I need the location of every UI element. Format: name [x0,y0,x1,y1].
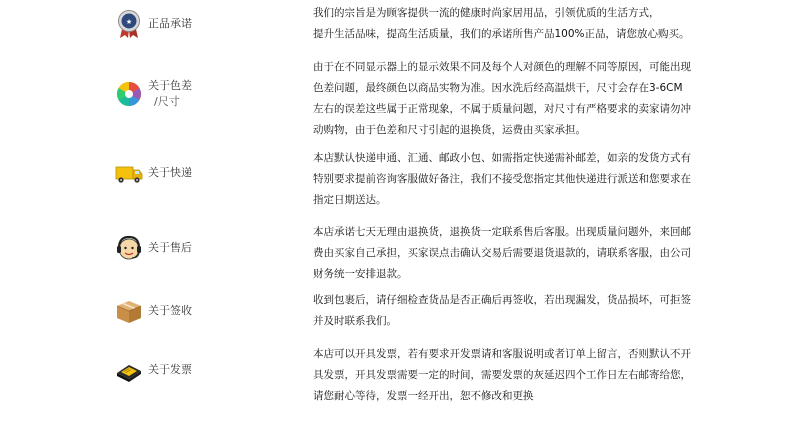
label-genuine [114,9,202,39]
parcel-box-icon [114,296,144,326]
svg-text:★: ★ [125,18,133,26]
delivery-truck-icon [114,158,144,188]
paragraph-receipt: 收到包裹后，请仔细检查货品是否正确后再签收，若出现漏发，货品损坏，可拒签 并及时联系我们。 [313,294,691,327]
label-text-genuine: 正品承诺 [148,17,192,30]
paragraph-invoice: 本店可以开具发票，若有要求开发票请和客服说明或者订单上留言，否则默认不开 具发票，开具发票需要一定的时间，需要发票的灰延迟四个工作日左右邮寄给您， 请您耐心等待，发票一经开出，恕不修改和更换 [313,348,691,402]
label-color-size [114,78,202,110]
paragraph-delivery: 本店默认快递申通、汇通、邮政小包、如需指定快递需补邮差，如亲的发货方式有 特别要求提前咨询客服做好备注，我们不接受您指定其他快递进行派送和您要求在 指定日期送达。 [313,152,691,206]
paragraph-genuine: 我们的宗旨是为顾客提供一流的健康时尚家居用品，引领优质的生活方式， 提升生活品味，提高生活质量，我们的承诺所售产品100%正品，请您放心购买。 [313,7,690,40]
label-text-receipt: 关于签收 [148,304,192,317]
label-text-invoice: 关于发票 [148,363,192,376]
label-invoice [114,355,202,385]
invoice-icon [114,355,144,385]
headset-agent-icon [114,233,144,263]
label-text-after-sales: 关于售后 [148,241,192,254]
seal-badge-icon [114,9,144,39]
label-text-color-size: 关于色差 /尺寸 [148,79,192,108]
label-receipt [114,296,202,326]
label-after-sales [114,233,202,263]
paragraph-color-size: 由于在不同显示器上的显示效果不同及每个人对颜色的理解不同等原因，可能出现 色差问题，最终颜色以商品实物为准。因水洗后经高温烘干，尺寸会存在3-6CM 左右的误差这些属于正常现象，不属于质量问题，对尺寸有严格要求的卖家请勿冲 动购物，由于色差和尺寸引起的退换货，运费由买家承担。 [313,61,691,136]
paragraph-after-sales: 本店承诺七天无理由退换货，退换货一定联系售后客服。出现质量问题外，来回邮 费由买家自己承担，买家误点击确认交易后需要退货退款的，请联系客服，由公司 财务统一安排退款。 [313,226,691,280]
color-wheel-icon [114,79,144,109]
label-text-delivery: 关于快递 [148,166,192,179]
label-delivery [114,158,202,188]
